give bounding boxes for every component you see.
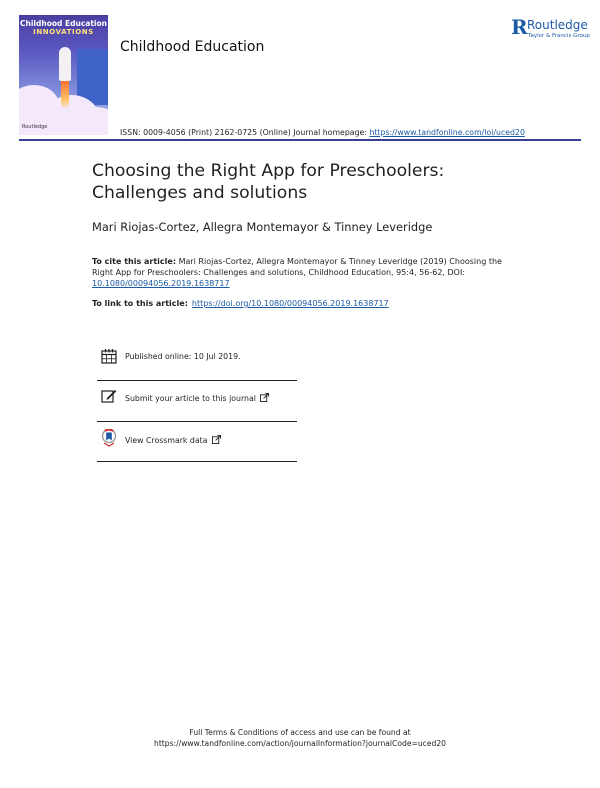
- article-link-label: To link to this article:: [92, 299, 188, 308]
- crossmark-text: View Crossmark data: [125, 436, 208, 445]
- crossmark-link[interactable]: [97, 429, 297, 449]
- divider: [97, 421, 297, 422]
- published-date: Published online: 10 Jul 2019.: [125, 352, 241, 361]
- calendar-icon: [101, 348, 117, 364]
- article-title-line2: Challenges and solutions: [92, 183, 308, 203]
- article-link-line: [92, 299, 389, 308]
- external-link-icon: [212, 435, 221, 444]
- external-link-icon: [260, 393, 269, 402]
- submit-article-label: [125, 393, 269, 403]
- submit-article-link[interactable]: [97, 387, 297, 407]
- journal-name: Childhood Education: [120, 39, 265, 55]
- cover-publisher-mark: Routledge: [22, 124, 48, 130]
- footer: [0, 727, 600, 749]
- cover-brand-line1: Childhood Education: [20, 19, 107, 28]
- footer-terms-text: Full Terms & Conditions of access and use can be found at: [189, 728, 411, 737]
- journal-homepage-link[interactable]: https://www.tandfonline.com/loi/uced20: [369, 128, 525, 137]
- issn-text: ISSN: 0009-4056 (Print) 2162-0725 (Online) Journal homepage:: [120, 128, 370, 137]
- rocket-flame: [61, 79, 69, 109]
- submit-article-text: Submit your article to this journal: [125, 394, 256, 403]
- divider: [97, 380, 297, 381]
- issn-line: [120, 128, 525, 137]
- publisher-name: Routledge: [527, 18, 588, 32]
- footer-terms-url[interactable]: https://www.tandfonline.com/action/journalInformation?journalCode=uced20: [154, 739, 446, 748]
- citation-label: To cite this article:: [92, 257, 177, 266]
- article-doi-url[interactable]: https://doi.org/10.1080/00094056.2019.1638717: [191, 299, 389, 308]
- crossmark-icon: [101, 429, 117, 447]
- edit-icon: [101, 388, 117, 404]
- citation-block: [92, 256, 512, 289]
- cover-brand-line2: INNOVATIONS: [33, 28, 94, 36]
- citation-doi-link[interactable]: 10.1080/00094056.2019.1638717: [92, 279, 230, 288]
- publisher-tagline: Taylor & Francis Group: [528, 33, 590, 39]
- crossmark-label: [125, 435, 221, 445]
- article-title: [92, 160, 542, 204]
- article-authors: Mari Riojas-Cortez, Allegra Montemayor & Tinney Leveridge: [92, 220, 433, 234]
- article-title-line1: Choosing the Right App for Preschoolers:: [92, 161, 445, 181]
- published-row: [97, 347, 297, 367]
- routledge-logo-icon: R: [511, 15, 528, 39]
- citation-text: Mari Riojas-Cortez, Allegra Montemayor & Tinney Leveridge (2019) Choosing the Right App for Preschoolers: Challenges and solutions, Childhood Education, 95:4, 56-62, DOI:: [92, 257, 502, 277]
- header-divider: [19, 139, 581, 141]
- journal-cover-image: [19, 15, 108, 135]
- divider: [97, 461, 297, 462]
- rocket-icon: [59, 47, 71, 81]
